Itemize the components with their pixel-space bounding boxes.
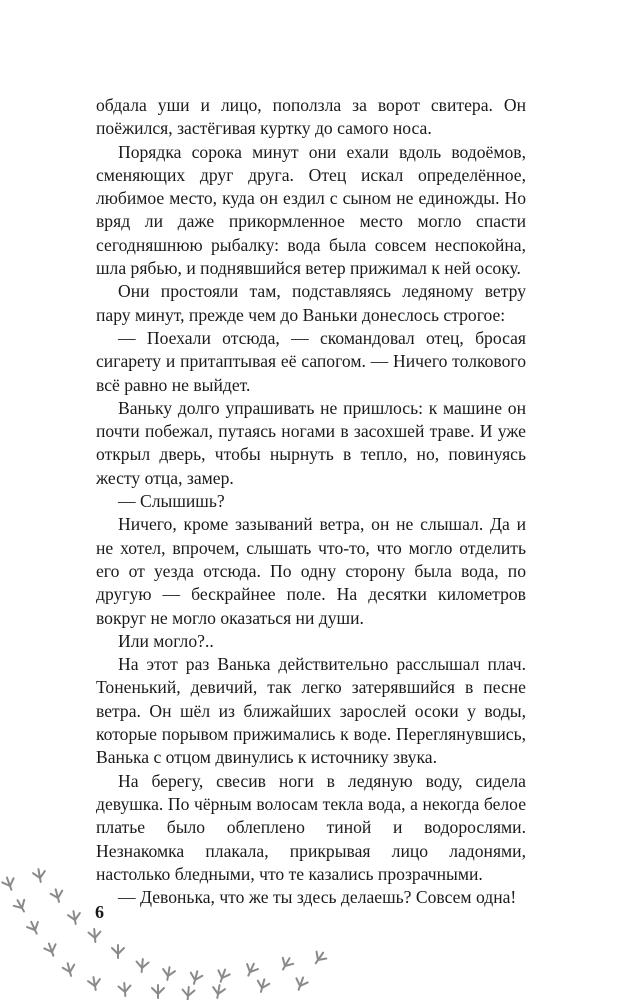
- bird-footprint: [211, 984, 225, 999]
- bird-footprint: [161, 966, 175, 981]
- bird-footprint: [43, 941, 59, 957]
- bird-footprint: [278, 955, 295, 972]
- bird-footprint: [26, 919, 42, 936]
- bird-footprint: [33, 868, 47, 883]
- bird-footprint: [68, 910, 82, 925]
- paragraph: На берегу, свесив ноги в ледяную воду, сидела девушка. По чёрным волосам текла вода, а некогда белое платье было облеплено тиной и водорослями. Незнакомка плакала, прикрывая лицо ладонями, настолько бледными, что те казались прозрачными.: [96, 770, 526, 884]
- bird-footprint: [12, 897, 29, 914]
- bird-footprint: [188, 970, 203, 986]
- paragraph: — Поехали отсюда, — скомандовал отец, бросая сигарету и притаптывая её сапогом. — Ничего толкового всё равно не выйдет.: [96, 327, 526, 395]
- page-text: [96, 94, 526, 909]
- bird-footprint: [50, 888, 65, 904]
- bird-footprint: [112, 945, 124, 958]
- bird-footprint: [118, 983, 131, 997]
- bird-footprint: [152, 985, 164, 998]
- bird-footprint: [215, 967, 231, 983]
- paragraph: Они простояли там, подставляясь ледяному ветру пару минут, прежде чем до Ваньки донеслось строгое:: [96, 281, 526, 325]
- bird-footprint: [62, 962, 77, 978]
- bird-footprint: [182, 987, 195, 1000]
- paragraph: обдала уши и лицо, поползла за ворот свитера. Он поёжился, застёгивая куртку до самого носа.: [96, 95, 526, 139]
- bird-footprints-icon: [0, 868, 340, 1000]
- paragraph: Порядка сорока минут они ехали вдоль водоёмов, сменяющих друг друга. Отец искал определённое, любимое место, куда он ездил с сыном не единожды. Но вряд ли даже прикормленное место могло спасти сегодняшнюю рыбалку: вода была совсем неспокойна, шла рябью, и поднявшийся ветер прижимал к ней осоку.: [96, 141, 526, 279]
- paragraph: На этот раз Ванька действительно расслышал плач. Тоненький, девичий, так легко затерявшийся в песне ветра. Он шёл из ближайших зарослей осоки у воды, которые порывом прижимались к воде. Переглянувшись, Ванька с отцом двинулись к источнику звука.: [96, 654, 526, 768]
- paragraph: — Девонька, что же ты здесь делаешь? Совсем одна!: [118, 887, 517, 908]
- paragraph: Ничего, кроме зазываний ветра, он не слышал. Да и не хотел, впрочем, слышать что-то, что могло отделить его от уезда отсюда. По одну сторону была вода, по другую — бескрайнее поле. На десятки километров вокруг не могло оказаться ни души.: [96, 514, 526, 628]
- bird-footprint: [293, 975, 309, 991]
- page-number: 6: [95, 902, 104, 922]
- bird-footprint: [311, 949, 328, 967]
- bird-footprint: [1, 875, 17, 891]
- paragraph: Или могло?..: [118, 630, 214, 651]
- paragraph: — Слышишь?: [118, 491, 225, 512]
- bird-footprint: [255, 978, 270, 994]
- paragraph: Ваньку долго упрашивать не пришлось: к машине он почти побежал, путаясь ногами в засохшей траве. И уже открыл дверь, чтобы нырнуть в тепло, но, повинуясь жесту отца, замер.: [96, 397, 526, 488]
- bird-footprint: [88, 976, 102, 991]
- bird-footprint: [136, 959, 149, 973]
- bird-footprint: [88, 929, 101, 943]
- bird-footprint: [243, 961, 259, 978]
